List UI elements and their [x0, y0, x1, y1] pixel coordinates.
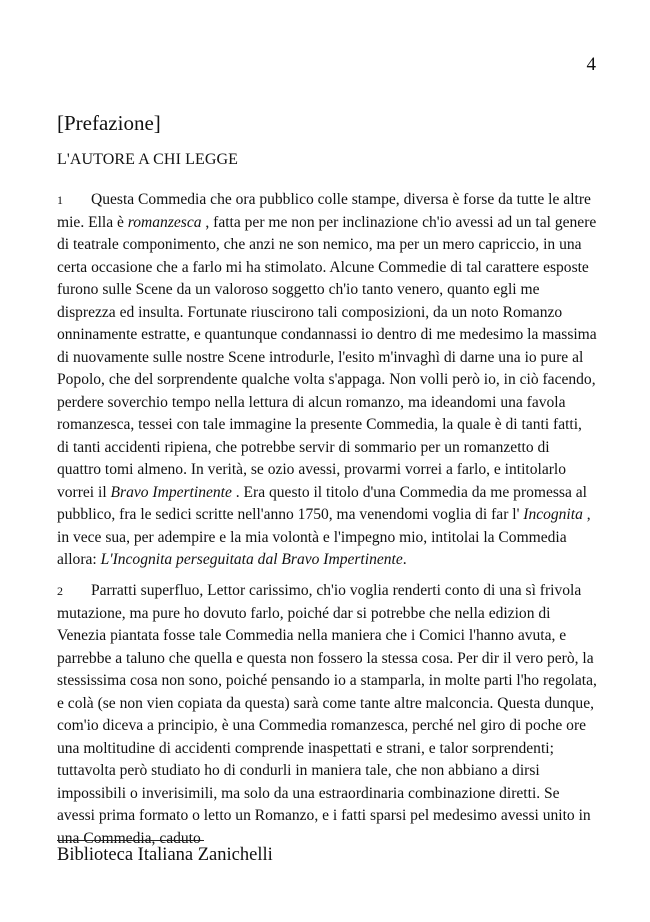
footer-publisher: Biblioteca Italiana Zanichelli	[57, 845, 273, 865]
paragraph-text	[57, 191, 597, 568]
italic-title: Bravo Impertinente	[110, 483, 232, 501]
paragraph-number: 1	[57, 193, 63, 207]
italic-title: Incognita	[523, 506, 583, 523]
paragraph-number: 2	[57, 584, 63, 598]
page-number: 4	[586, 54, 596, 75]
paragraph-1	[57, 189, 597, 572]
text-run: .	[402, 551, 407, 568]
section-subheading: L'AUTORE A CHI LEGGE	[57, 151, 239, 168]
text-run: . Era questo il titolo d'una Commedia da me promessa al pubblico, fra le sedici scritte nell'anno 1750, ma venendomi voglia di far l'	[57, 483, 587, 523]
section-heading: [Prefazione]	[57, 111, 161, 135]
paragraph-text	[57, 582, 597, 847]
italic-title: romanzesca	[127, 213, 202, 231]
footer-divider	[57, 840, 204, 841]
text-run: Parratti superfluo, Lettor carissimo, ch'io voglia renderti conto di una sì frivola mutazione, ma pure ho dovuto farlo, poiché dar si potrebbe che nella edizion di Venezia piantata fosse tale Commedia nella maniera che i Comici l'hanno avuta, e parrebbe a taluno che quella e questa non fossero la stessa cosa. Per dir il vero però, la stessissima cosa non sono, poiché pensando io a stamparla, in molte parti l'ho regolata, e colà (se non vien copiata da questa) sarà come tante altre malconcia. Questa dunque, com'io diceva a principio, è una Commedia romanzesca, perché nel giro di poche ore una moltitudine di accidenti comprende inaspettati e strani, e talor sorprendenti; tuttavolta però studiato ho di condurli in maniera tale, che non abbiano a dirsi impossibili o inverisimili, ma solo da una estraordinaria combinazione diretti. Se avessi prima formato o letto un Romanzo, e i fatti sparsi pel medesimo avessi unito in una Commedia, caduto	[57, 582, 597, 847]
text-run: , in vece sua, per adempire e la mia volontà e l'impegno mio, intitolai la Commedia allora:	[57, 506, 591, 568]
italic-title: L'Incognita perseguitata dal Bravo Impertinente	[100, 551, 403, 568]
paragraph-2	[57, 580, 597, 850]
text-run: , fatta per me non per inclinazione ch'io avessi ad un tal genere di teatrale componimento, che anzi ne son nemico, ma per un mero capriccio, in una certa occasione che a farlo mi ha stimolato. Alcune Commedie di tal carattere esposte furono sulle Scene da un valoroso soggetto ch'io tanto venero, quanto egli me disprezza ed insulta. Fortunate riuscirono tali composizioni, da un noto Romanzo onninamente estratte, e quantunque condannassi io dentro di me medesimo la massima di nuovamente sulle nostre Scene introdurle, l'esito m'invaghì di darne una io pure al Popolo, che del sorprendente qualche volta s'appaga. Non volli però io, in ciò facendo, perdere soverchio tempo nella lettura di alcun romanzo, ma ideandomi una favola romanzesca, tessei con tale immagine la presente Commedia, la quale è di tanti fatti, di tanti accidenti ripiena, che potrebbe servir di sommario per un romanzetto di quattro tomi almeno. In verità, se ozio avessi, provarmi vorrei a farlo, e intitolarlo vorrei il	[57, 213, 597, 501]
text-run: Questa Commedia che ora pubblico colle stampe, diversa è forse da tutte le altre mie. Ella è	[57, 191, 591, 231]
